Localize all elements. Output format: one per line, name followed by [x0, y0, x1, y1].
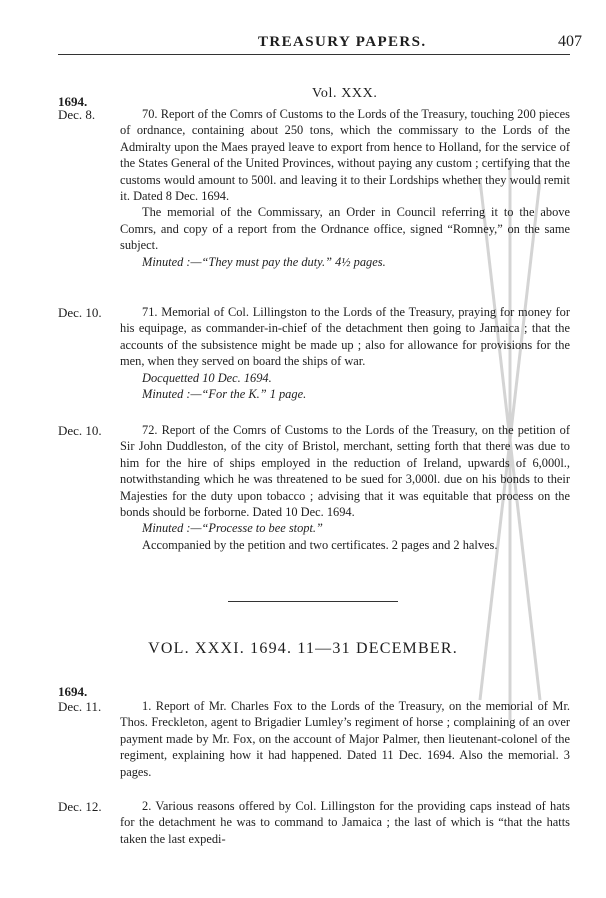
entry-docquet: Docquetted 10 Dec. 1694. — [142, 370, 272, 385]
entry-date: Dec. 11. — [58, 699, 102, 714]
entry-text: 2. Various reasons offered by Col. Lillingston for the providing caps instead of hats for the detachment he was to command to Jamaica ; the last of which is “that the hatts taken the last expedi- — [120, 799, 570, 846]
year-label: 1694. — [58, 94, 88, 109]
running-title: TREASURY PAPERS. — [258, 34, 427, 50]
entry-minute: Minuted :—“For the K.” 1 page. — [142, 387, 307, 402]
entry-date: Dec. 12. — [58, 799, 102, 814]
entry-date: Dec. 10. — [58, 305, 102, 320]
entry-text: Accompanied by the petition and two certificates. 2 pages and 2 halves. — [142, 537, 498, 552]
year-label: 1694. — [58, 684, 88, 699]
entry-72 — [120, 422, 570, 553]
entry-date: Dec. 8. — [58, 107, 96, 122]
volume-heading-xxx: Vol. XXX. — [312, 86, 378, 101]
entry-date: Dec. 10. — [58, 423, 102, 438]
volume-heading-xxxi: VOL. XXXI. 1694. 11—31 DECEMBER. — [148, 640, 458, 657]
entry-text: 72. Report of the Comrs of Customs to the Lords of the Treasury, on the petition of Sir John Duddleston, of the city of Bristol, merchant, setting forth that there was due to him for the hire of ships employed in the reduction of Ireland, upwards of 6,000l., notwithstanding which he was threatened to be sued for 3,000l. due on his bonds to their Majesties for the duty upon tobacco ; advising that it was equitable that process on the bonds should be forborne. Dated 10 Dec. 1694. — [120, 423, 570, 520]
entry-70 — [120, 106, 570, 270]
entry-minute: Minuted :—“Processe to bee stopt.” — [142, 521, 323, 536]
header-rule — [58, 54, 570, 55]
entry-text: 71. Memorial of Col. Lillingston to the Lords of the Treasury, praying for money for his equipage, as commander-in-chief of the detachment then going to Jamaica ; that the accounts of the subsistence might be made up ; also for allowance for provisions for the men, when they served on board the ships of war. — [120, 305, 570, 369]
entry-71 — [120, 304, 570, 402]
page-number: 407 — [558, 33, 582, 50]
entry-text: 1. Report of Mr. Charles Fox to the Lords of the Treasury, on the memorial of Mr. Thos. Freckleton, agent to Brigadier Lumley’s regiment of horse ; complaining of an over payment made by Mr. Fox, on the account of Major Palmer, then lieutenant-colonel of the regiment, explaining how it had happened. Dated 11 Dec. 1694. Also the memorial. 3 pages. — [120, 699, 571, 779]
entry-1 — [120, 698, 570, 780]
section-rule — [228, 601, 398, 602]
entry-2 — [120, 798, 570, 847]
entry-text: The memorial of the Commissary, an Order in Council referring it to the above Comrs, and copy of a report from the Ordnance office, signed “Romney,” on the same subject. — [120, 205, 570, 253]
entry-minute: Minuted :—“They must pay the duty.” 4½ pages. — [142, 254, 386, 269]
running-head — [0, 30, 606, 56]
entry-text: 70. Report of the Comrs of Customs to the Lords of the Treasury, touching 200 pieces of ordnance, containing about 250 tons, which the commissary to the Lords of the Admiralty upon the Maes prayed leave to export from hence to Holland, for the service of the States General of the United Provinces, without paying any custom ; certifying that the customs would amount to 500l. and leaving it to their Lordships whether they would remit it. Dated 8 Dec. 1694. — [120, 107, 570, 204]
